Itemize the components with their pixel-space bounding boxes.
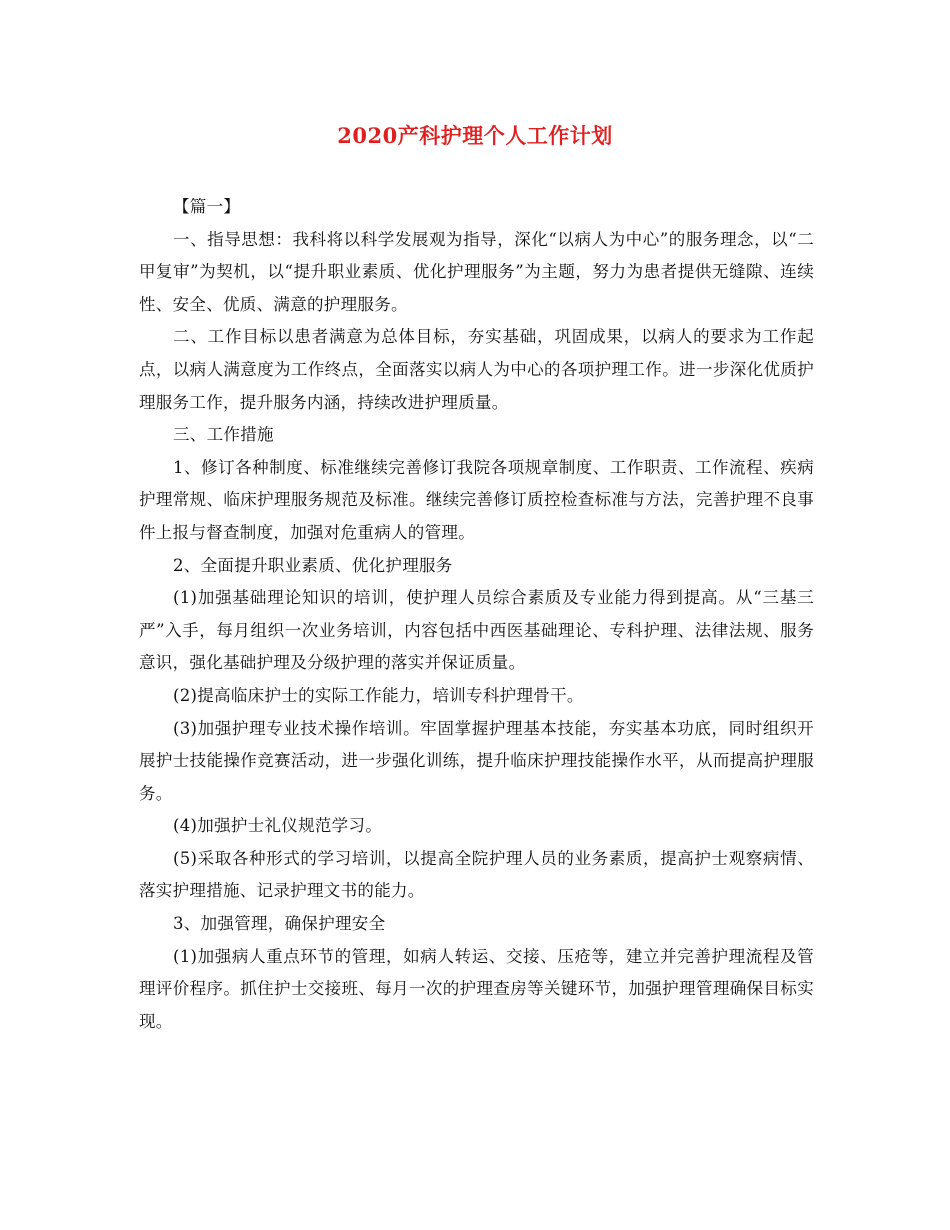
paragraph-work-goals: 二、工作目标以患者满意为总体目标，夯实基础，巩固成果，以病人的要求为工作起点，以病人满意度为工作终点，全面落实以病人为中心的各项护理工作。进一步深化优质护理服务工作，提升服务内涵，持续改进护理质量。 <box>139 327 814 412</box>
heading-measure-3: 3、加强管理，确保护理安全 <box>173 914 386 934</box>
section-label: 【篇一】 <box>173 197 241 216</box>
paragraph-measure-1: 1、修订各种制度、标准继续完善修订我院各项规章制度、工作职责、工作流程、疾病护理常规、临床护理服务规范及标准。继续完善修订质控检查标准与方法，完善护理不良事件上报与督查制度，加强对危重病人的管理。 <box>139 457 814 542</box>
paragraph-measure-2-5: (5)采取各种形式的学习培训，以提高全院护理人员的业务素质，提高护士观察病情、落实护理措施、记录护理文书的能力。 <box>139 848 814 901</box>
paragraph-measure-2-4: (4)加强护士礼仪规范学习。 <box>173 816 383 836</box>
document-body <box>139 191 814 1038</box>
paragraph-measure-2-2: (2)提高临床护士的实际工作能力，培训专科护理骨干。 <box>173 685 584 705</box>
paragraph-guiding-ideology: 一、指导思想：我科将以科学发展观为指导，深化“以病人为中心”的服务理念，以“二甲复审”为契机，以“提升职业素质、优化护理服务”为主题，努力为患者提供无缝隙、连续性、安全、优质、满意的护理服务。 <box>139 229 814 314</box>
paragraph-measure-2-3: (3)加强护理专业技术操作培训。牢固掌握护理基本技能，夯实基本功底，同时组织开展护士技能操作竞赛活动，进一步强化训练，提升临床护理技能操作水平，从而提高护理服务。 <box>139 718 814 803</box>
paragraph-measure-2-1: (1)加强基础理论知识的培训，使护理人员综合素质及专业能力得到提高。从“三基三严”入手，每月组织一次业务培训，内容包括中西医基础理论、专科护理、法律法规、服务意识，强化基础护理及分级护理的落实并保证质量。 <box>139 588 814 673</box>
document-title: 2020产科护理个人工作计划 <box>337 123 613 148</box>
heading-work-measures: 三、工作措施 <box>173 425 274 445</box>
heading-measure-2: 2、全面提升职业素质、优化护理服务 <box>173 555 453 575</box>
paragraph-measure-3-1: (1)加强病人重点环节的管理，如病人转运、交接、压疮等，建立并完善护理流程及管理评价程序。抓住护士交接班、每月一次的护理查房等关键环节，加强护理管理确保目标实现。 <box>139 946 814 1031</box>
